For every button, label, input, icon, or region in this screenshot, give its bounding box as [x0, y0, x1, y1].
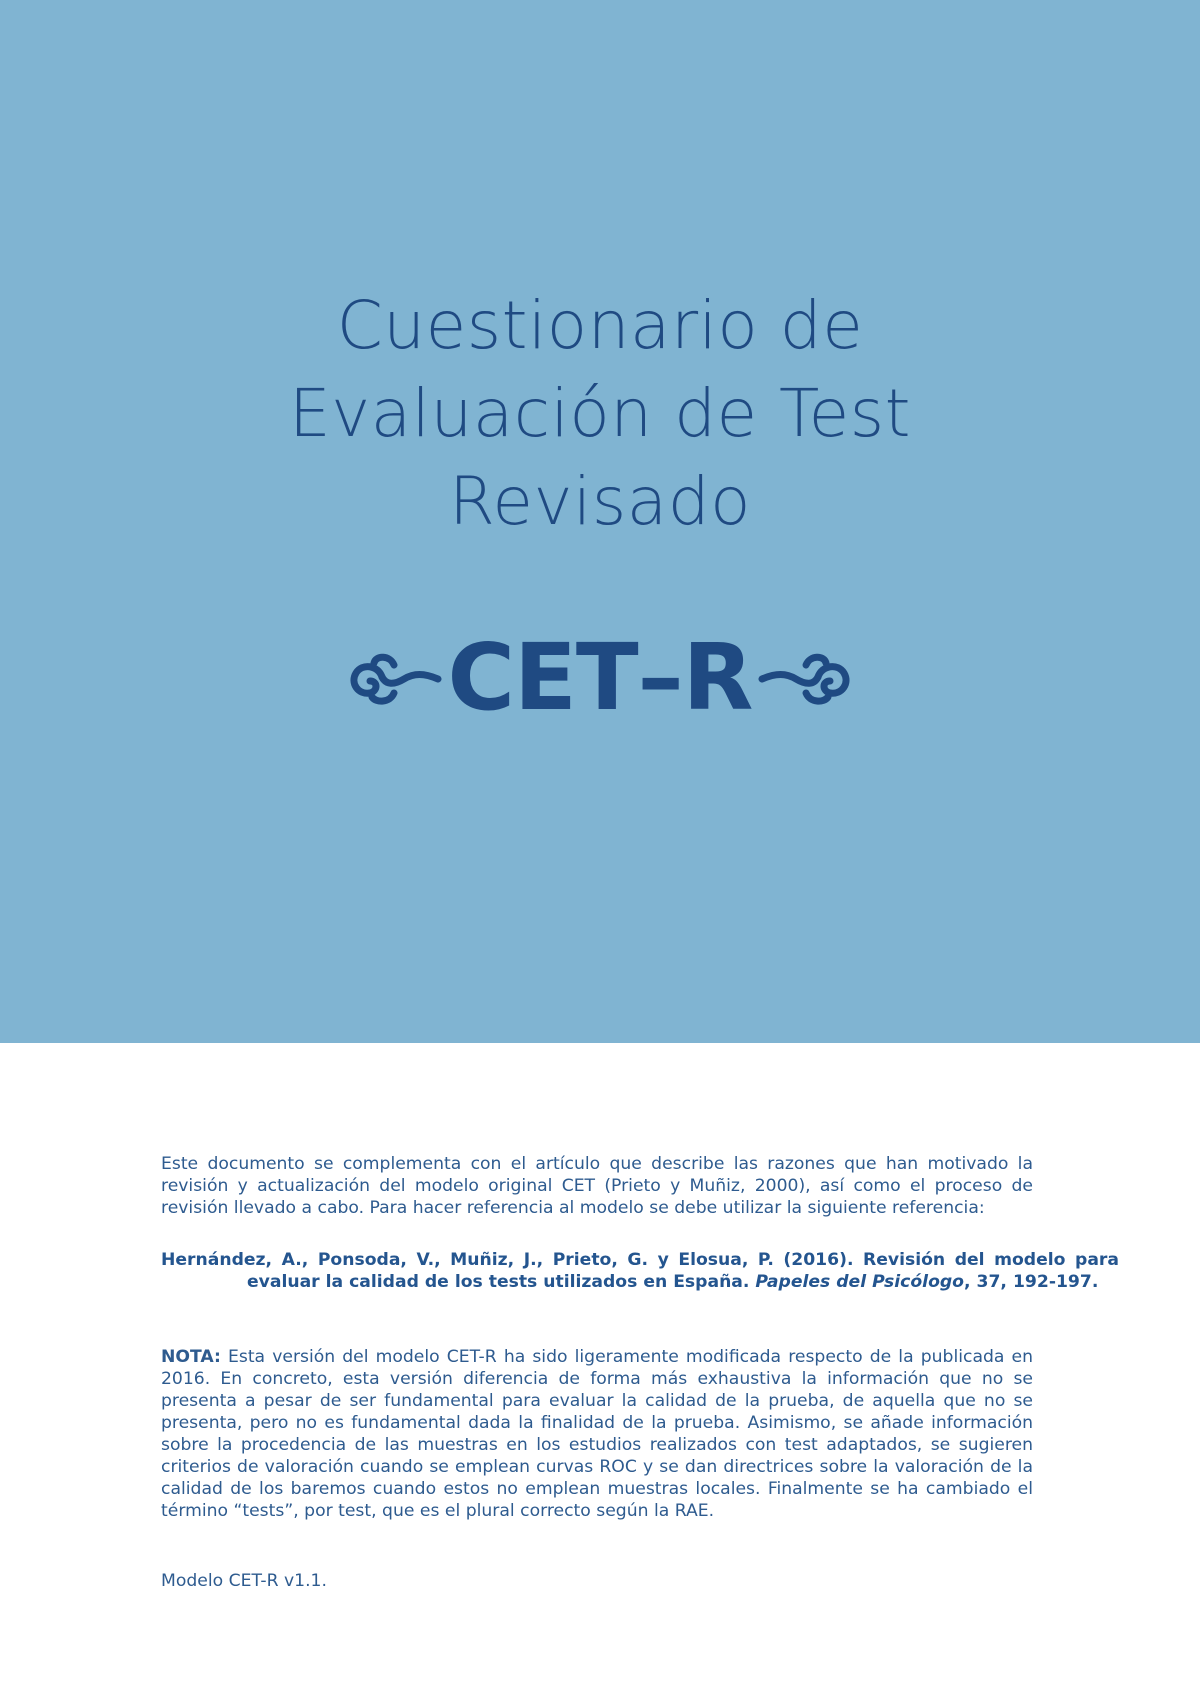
note-paragraph — [161, 1346, 1033, 1522]
title-line-2: Evaluación de Test — [288, 375, 912, 452]
note-text: Esta versión del modelo CET-R ha sido ligeramente modificada respecto de la publicada en 2016. En concreto, esta versión diferencia de forma más exhaustiva la información que no se presenta a pesar de ser fundamental para evaluar la calidad de la prueba, de aquella que no se presenta, pero no es fundamental dada la finalidad de la prueba. Asimismo, se añade información sobre la procedencia de las muestras en los estudios realizados con test adaptados, se sugieren criterios de valoración cuando se emplean curvas ROC y se dan directrices sobre la valoración de la calidad de los baremos cuando estos no emplean muestras locales. Finalmente se ha cambiado el término “tests”, por test, que es el plural correcto según la RAE. — [161, 1347, 1033, 1521]
intro-paragraph: Este documento se complementa con el artículo que describe las razones que han motivado la revisión y actualización del modelo original CET (Prieto y Muñiz, 2000), así como el proceso de revisión llevado a cabo. Para hacer referencia al modelo se debe utilizar la siguiente referencia: — [161, 1154, 1033, 1218]
acronym-block — [0, 624, 1200, 731]
citation-volume-pages: , 37, 192-197. — [964, 1272, 1099, 1292]
title-line-3: Revisado — [449, 463, 751, 540]
citation-authors-title: Hernández, A., Ponsoda, V., Muñiz, J., Prieto, G. y Elosua, P. (2016). Revisión del modelo para evaluar la calidad de los tests utilizados en España. — [161, 1250, 1119, 1292]
acronym-text: CET–R — [447, 624, 753, 731]
version-label: Modelo CET-R v1.1. — [161, 1571, 327, 1591]
citation-journal: Papeles del Psicólogo — [755, 1272, 964, 1292]
scroll-ornament-left-icon — [342, 643, 442, 713]
document-title — [0, 282, 1200, 546]
scroll-ornament-right-icon — [758, 643, 858, 713]
citation-reference — [161, 1249, 1119, 1293]
title-line-1: Cuestionario de — [336, 287, 864, 364]
note-label: NOTA: — [161, 1347, 221, 1367]
